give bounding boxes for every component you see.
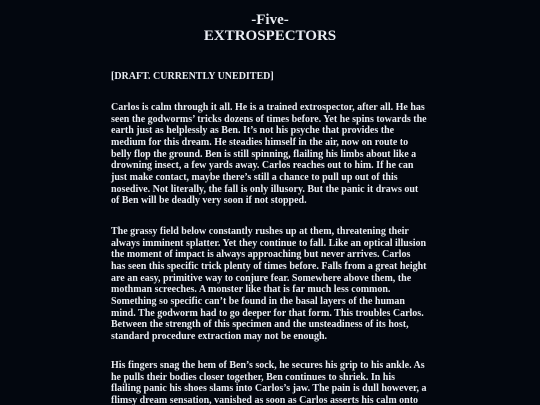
text-line: the moment of impact is always approaching but never arrives. Carlos bbox=[111, 249, 411, 261]
text-line: Carlos is calm through it all. He is a trained extrospector, after all. He has bbox=[111, 102, 425, 113]
text-line: mind. The godworm had to go deeper for that form. This troubles Carlos. bbox=[111, 307, 424, 319]
text-line: medium for this dream. He steadies himself in the air, now on route to bbox=[111, 136, 409, 148]
text-line: standard procedure extraction may not be enough. bbox=[111, 330, 328, 342]
chapter-title: EXTROSPECTORS bbox=[203, 28, 337, 44]
text-line: His fingers snag the hem of Ben’s sock, he secures his grip to his ankle. As bbox=[111, 360, 425, 371]
text-line: of Ben will be deadly very soon if not stopped. bbox=[111, 195, 307, 207]
paragraph bbox=[111, 360, 433, 405]
text-line: seen the godworms’ tricks dozens of times before. Yet he spins towards the bbox=[111, 113, 427, 125]
text-line: Something so specific can’t be found in the basal layers of the human bbox=[111, 295, 405, 307]
text-line: just make contact, maybe there’s still a chance to pull up out of this bbox=[111, 171, 398, 183]
paragraph bbox=[111, 102, 433, 207]
chapter-number: -Five- bbox=[251, 12, 289, 28]
text-line: belly flop the ground. Ben is still spinning, flailing his limbs about like a bbox=[111, 148, 417, 160]
text-line: earth just as helplessly as Ben. It’s not his psyche that provides the bbox=[111, 125, 395, 137]
text-line: are an easy, primitive way to conjure fear. Somewhere above them, the bbox=[111, 272, 412, 284]
draft-note: [DRAFT. CURRENTLY UNEDITED] bbox=[111, 71, 274, 82]
text-line: drowning insect, a few yards away. Carlos reaches out to him. If he can bbox=[111, 160, 414, 172]
text-line: nosedive. Not literally, the fall is only illusory. But the panic it draws out bbox=[111, 183, 419, 195]
text-line: The grassy field below constantly rushes up at them, threatening their bbox=[111, 226, 409, 237]
text-line: mothman screeches. A monster like that is far much less common. bbox=[111, 284, 391, 296]
text-line: Between the strength of this specimen and the unsteadiness of its host, bbox=[111, 319, 409, 331]
text-line: flailing panic his shoes slams into Carlos’s jaw. The pain is dull however, a bbox=[111, 383, 427, 395]
paragraph bbox=[111, 226, 433, 343]
text-line: flimsy dream sensation, vanished as soon as Carlos asserts his calm onto bbox=[111, 394, 419, 405]
text-line: always imminent splatter. Yet they continue to fall. Like an optical illusion bbox=[111, 237, 427, 249]
text-line: he pulls their bodies closer together, Ben continues to shriek. In his bbox=[111, 371, 396, 383]
text-line: has seen this specific trick plenty of times before. Falls from a great height bbox=[111, 260, 427, 272]
